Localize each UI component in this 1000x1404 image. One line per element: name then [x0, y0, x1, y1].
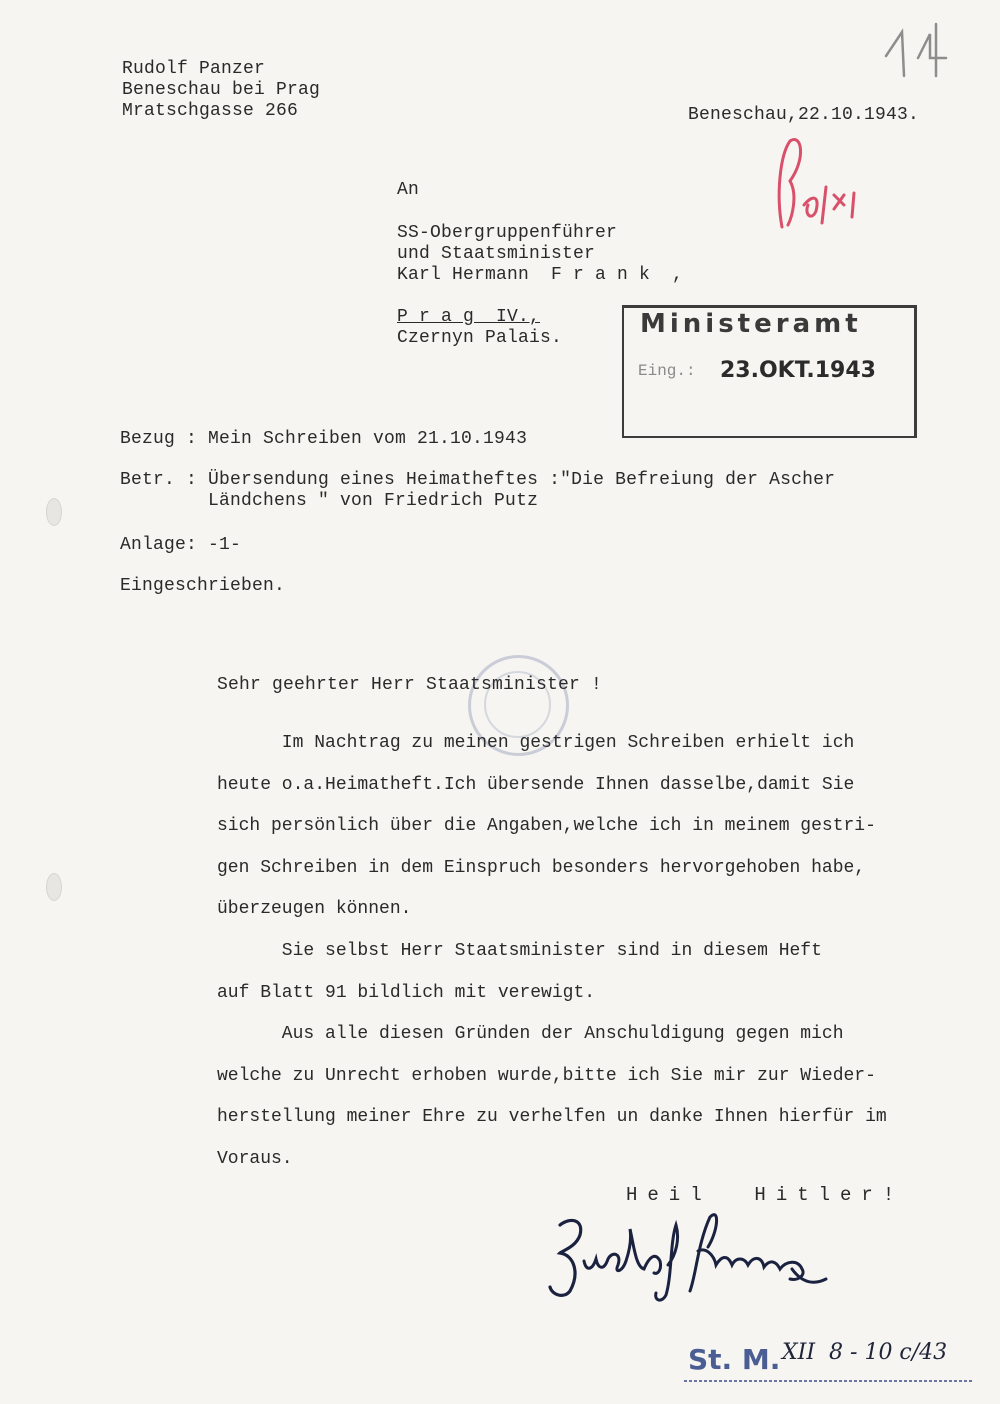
received-stamp-date: 23.OKT.1943	[720, 358, 876, 383]
greeting: Sehr geehrter Herr Staatsminister !	[217, 675, 603, 695]
body-paragraph-3	[217, 1014, 967, 1180]
sender-street: Mratschgasse 266	[122, 101, 299, 121]
file-reference-stamp: St. M.	[688, 1343, 781, 1376]
recipient-name: Karl Hermann F r a n k ,	[397, 265, 684, 285]
reference-subject-1: Betr. : Übersendung eines Heimatheftes :"Die Befreiung der Ascher	[120, 470, 836, 490]
body-line: Im Nachtrag zu meinen gestrigen Schreiben erhielt ich	[217, 733, 855, 753]
reference-registered: Eingeschrieben.	[120, 576, 286, 596]
body-line: Voraus.	[217, 1148, 293, 1169]
body-line: gen Schreiben in dem Einspruch besonders hervorgehoben habe,	[217, 857, 866, 878]
pencil-page-number	[880, 18, 960, 78]
recipient-city: P r a g IV.,	[397, 307, 541, 327]
file-reference-handwritten: XII 8 - 10 c/43	[782, 1340, 948, 1365]
body-line: welche zu Unrecht erhoben wurde,bitte ich Sie mir zur Wieder-	[217, 1065, 876, 1086]
body-line: Sie selbst Herr Staatsminister sind in diesem Heft	[217, 941, 822, 961]
recipient-building: Czernyn Palais.	[397, 328, 563, 348]
received-stamp-title: Ministeramt	[640, 309, 862, 339]
body-line: sich persönlich über die Angaben,welche ich in meinem gestri-	[217, 816, 876, 837]
red-pencil-initials	[768, 135, 878, 235]
received-stamp-prefix: Eing.:	[638, 362, 696, 380]
sender-name: Rudolf Panzer	[122, 59, 266, 79]
body-paragraph-1	[217, 723, 967, 931]
body-paragraph-2	[217, 931, 967, 1014]
body-line: herstellung meiner Ehre zu verhelfen un danke Ihnen hierfür im	[217, 1107, 887, 1128]
recipient-office: und Staatsminister	[397, 244, 596, 264]
punch-hole	[46, 873, 62, 901]
reference-enclosure: Anlage: -1-	[120, 535, 242, 555]
reference-bezug: Bezug : Mein Schreiben vom 21.10.1943	[120, 429, 528, 449]
file-reference-underline	[684, 1378, 974, 1384]
reference-subject-2: Ländchens " von Friedrich Putz	[120, 491, 539, 511]
body-line: auf Blatt 91 bildlich mit verewigt.	[217, 982, 596, 1003]
recipient-to: An	[397, 180, 420, 200]
recipient-title: SS-Obergruppenführer	[397, 223, 618, 243]
place-date: Beneschau,22.10.1943.	[688, 105, 920, 125]
body-line: Aus alle diesen Gründen der Anschuldigung gegen mich	[217, 1024, 844, 1044]
closing: Heil Hitler!	[626, 1184, 905, 1206]
body-line: überzeugen können.	[217, 899, 412, 920]
punch-hole	[46, 498, 62, 526]
sender-city: Beneschau bei Prag	[122, 80, 321, 100]
handwritten-signature	[540, 1195, 840, 1305]
body-line: heute o.a.Heimatheft.Ich übersende Ihnen dasselbe,damit Sie	[217, 774, 855, 795]
